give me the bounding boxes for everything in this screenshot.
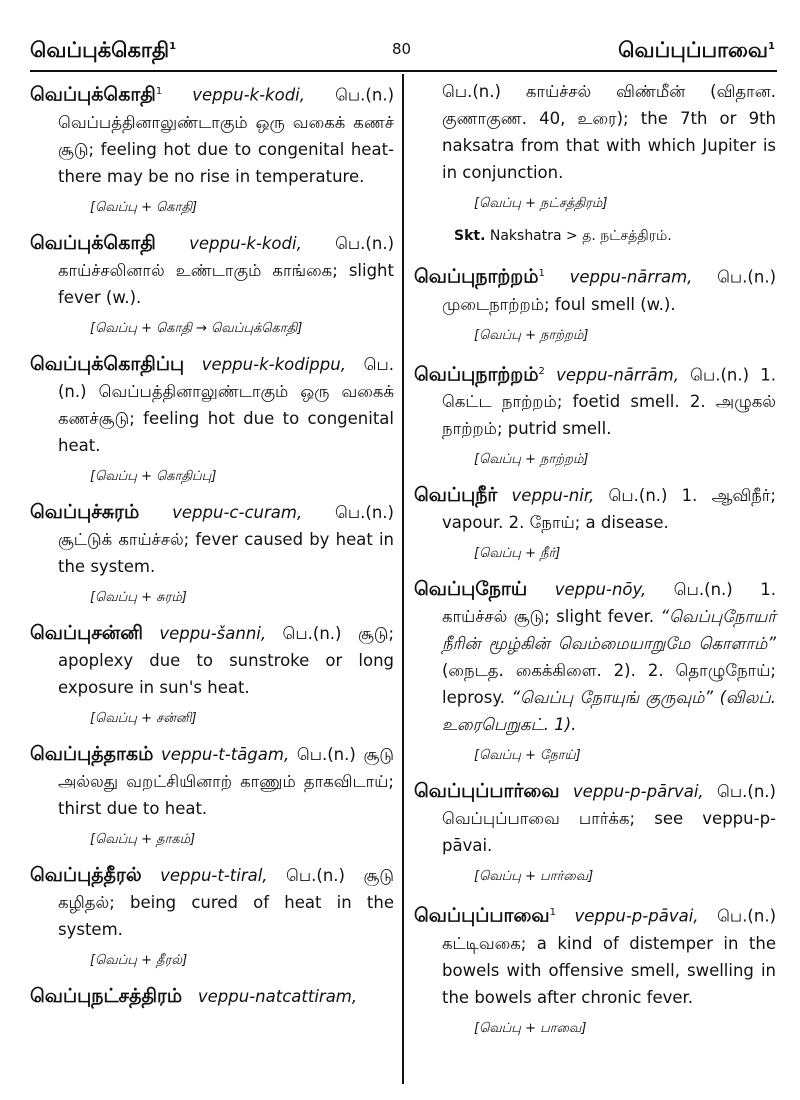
right-column [414,78,776,1051]
entry-headword: வெப்புக்கொதிப்பு [30,352,185,375]
entry-pos: பெ.(n.) [296,744,356,764]
entry-gloss: (நைடத. கைக்கிளை. 2). 2. தொழுநோய்; leprosy. [442,661,776,707]
entry-transliteration: veppu-t-tāgam, [161,744,290,764]
entry-gloss: 1. காய்ச்சல் சூடு; slight fever. [442,580,777,626]
entry-transliteration: veppu-c-curam, [172,502,303,522]
page-header [30,38,775,68]
dictionary-entry [30,620,394,701]
entry-pos: பெ.(n.) [690,365,750,384]
entry-headword: வெப்புக்கொதி [30,83,156,106]
entry-headword: வெப்புப்பாவை [414,904,550,927]
entry-continuation: பெ.(n.) காய்ச்சல் விண்மீன் (விதான. குணாகுண. 40, உரை); the 7th or 9th naksatra from that with which Jupiter is in conjunction. [442,82,776,182]
entry-pos: பெ.(n.) [58,354,394,401]
entry-headword: வெப்புத்தீரல் [30,863,142,886]
entry-transliteration: veppu-šanni, [159,623,267,643]
entry-quotation: “வெப்பு நோயுங் குருவும்” [511,688,714,707]
entry-transliteration: veppu-t-tiral, [160,865,268,885]
entry-transliteration: veppu-p-pāvai, [574,906,699,926]
entry-headword: வெப்புநட்சத்திரம் [30,984,183,1007]
entry-gloss: கட்டிவகை; a kind of distemper in the bowels with offensive smell, swelling in the bowels after chronic fever. [442,933,776,1007]
dictionary-entry [30,499,394,580]
entry-headword: வெப்புநாற்றம் [414,265,539,288]
entry-headword: வெப்புச்சுரம் [30,500,140,523]
entry-gloss: 1. ஆவிநீர்; vapour. 2. நோய்; a disease. [442,486,776,532]
entry-pos: பெ.(n.) [335,85,395,105]
entry-pos: பெ.(n.) [673,580,733,599]
entry-gloss: காய்ச்சலினால் உண்டாகும் காங்கை; slight fever (w.). [58,260,394,307]
sanskrit-note [454,226,776,246]
skt-text: Nakshatra > த. நட்சத்திரம். [489,228,672,244]
entry-transliteration: veppu-nir, [511,486,595,505]
left-column [30,78,394,1010]
entry-pos: பெ.(n.) [335,502,394,522]
right-running-head: வெப்புப்பாவை$^1$ [618,38,775,62]
entry-etymology: [வெப்பு + நீர்] [474,546,561,561]
dictionary-entry [30,351,394,459]
dictionary-entry: வெப்புநாற்றம்$^2$ veppu-nārrām, பெ.(n.) 1. கெட்ட நாற்றம்; foetid smell. 2. அழுகல் நாற்றம்; putrid smell. [414,363,777,438]
page-number: 80 [392,40,412,58]
entry-pos: பெ.(n.) [608,486,668,505]
entry-pos: பெ.(n.) [717,267,777,287]
entry-gloss: 1. கெட்ட நாற்றம்; foetid smell. 2. அழுகல் நாற்றம்; putrid smell. [442,365,777,438]
entry-gloss: வெப்பத்தினாலுண்டாகும் ஒரு வகைக் கணச்சூடு; feeling hot due to congenital heat. [58,381,394,455]
dictionary-entry: வெப்புநாற்றம்$^1$ veppu-nārram, பெ.(n.) முடைநாற்றம்; foul smell (w.). [414,265,777,314]
entry-etymology: [வெப்பு + கொதி → வெப்புக்கொதி] [90,320,303,336]
entry-quotation: “வெப்புநோயர் நீரின் மூழ்கின் வெம்மையாறுமே கொளாம்” [442,607,776,653]
entry-etymology: [வெப்பு + கொதிப்பு] [90,468,217,484]
entry-citation: (விலப். உரைபெறுகட். 1). [442,688,777,734]
entry-etymology: [வெப்பு + நோய்] [474,748,581,763]
entry-transliteration: veppu-p-pārvai, [572,782,704,801]
dictionary-entry [414,482,776,536]
entry-pos: பெ.(n.) [717,782,776,801]
dictionary-entry [414,778,776,859]
entry-etymology: [வெப்பு + கொதி] [90,199,198,215]
entry-transliteration: veppu-nōy, [554,580,647,599]
dictionary-entry: வெப்புப்பாவை$^1$ veppu-p-pāvai, பெ.(n.) கட்டிவகை; a kind of distemper in the bowels with offensive smell, swelling in the bowels after chronic fever. [414,904,777,1007]
entry-etymology: [வெப்பு + நாற்றம்] [474,327,589,343]
entry-gloss: சூடு கழிதல்; being cured of heat in the system. [58,865,395,939]
column-divider [402,74,404,1084]
entry-gloss: சூடு; apoplexy due to sunstroke or long exposure in sun's heat. [58,623,395,697]
entry-transliteration: veppu-nārram, [569,267,693,287]
dictionary-entry [30,862,394,943]
entry-pos: பெ.(n.) [717,906,777,926]
entry-etymology: [வெப்பு + சன்னி] [90,710,197,726]
entry-headword: வெப்புநோய் [414,578,528,600]
entry-etymology: [வெப்பு + நட்சத்திரம்] [474,196,608,211]
entry-transliteration: veppu-k-kodi, [189,233,302,253]
entry-transliteration: veppu-nārrām, [556,365,679,384]
entry-headword: வெப்புசன்னி [30,621,143,644]
entry-etymology: [வெப்பு + சுரம்] [90,589,187,605]
dictionary-entry [30,230,394,311]
entry-etymology: [வெப்பு + தாகம்] [90,831,196,847]
entry-etymology: [வெப்பு + பார்வை] [474,869,594,884]
entry-headword: வெப்புநீர் [414,484,498,506]
entry-gloss: சூடு அல்லது வறட்சியினாற் காணும் தாகவிடாய்; thirst due to heat. [58,744,395,818]
dictionary-entry [30,741,394,822]
dictionary-entry [30,983,394,1010]
left-running-head: வெப்புக்கொதி$^1$ [30,38,177,62]
entry-transliteration: veppu-k-kodi, [192,85,306,105]
entry-headword: வெப்புப்பார்வை [414,780,560,802]
entry-headword: வெப்புநாற்றம் [414,363,539,385]
entry-transliteration: veppu-natcattiram, [197,986,358,1006]
entry-transliteration: veppu-k-kodippu, [201,354,346,374]
dictionary-entry: வெப்புக்கொதி$^1$ veppu-k-kodi, பெ.(n.) வெப்பத்தினாலுண்டாகும் ஒரு வகைக் கணச் சூடு; feeling hot due to congenital heat-there may be no rise in temperature. [30,83,395,186]
entry-pos: பெ.(n.) [286,865,345,885]
entry-gloss: முடைநாற்றம்; foul smell (w.). [442,294,676,314]
entry-etymology: [வெப்பு + பாவை] [474,1020,587,1036]
entry-gloss: வெப்பத்தினாலுண்டாகும் ஒரு வகைக் கணச் சூடு; feeling hot due to congenital heat-there may be no rise in temperature. [58,112,394,186]
skt-label: Skt. [454,228,486,244]
entry-gloss: சூட்டுக் காய்ச்சல்; fever caused by heat in the system. [58,529,394,576]
entry-pos: பெ.(n.) [335,233,395,253]
header-rule [30,70,777,72]
entry-gloss: வெப்புப்பாவை பார்க்க; see veppu-p-pāvai. [442,809,776,855]
entry-etymology: [வெப்பு + நாற்றம்] [474,452,589,467]
entry-headword: வெப்புத்தாகம் [30,742,154,765]
entry-headword: வெப்புக்கொதி [30,231,156,254]
entry-pos: பெ.(n.) [282,623,342,643]
entry-etymology: [வெப்பு + தீரல்] [90,952,188,968]
dictionary-entry [414,576,776,738]
